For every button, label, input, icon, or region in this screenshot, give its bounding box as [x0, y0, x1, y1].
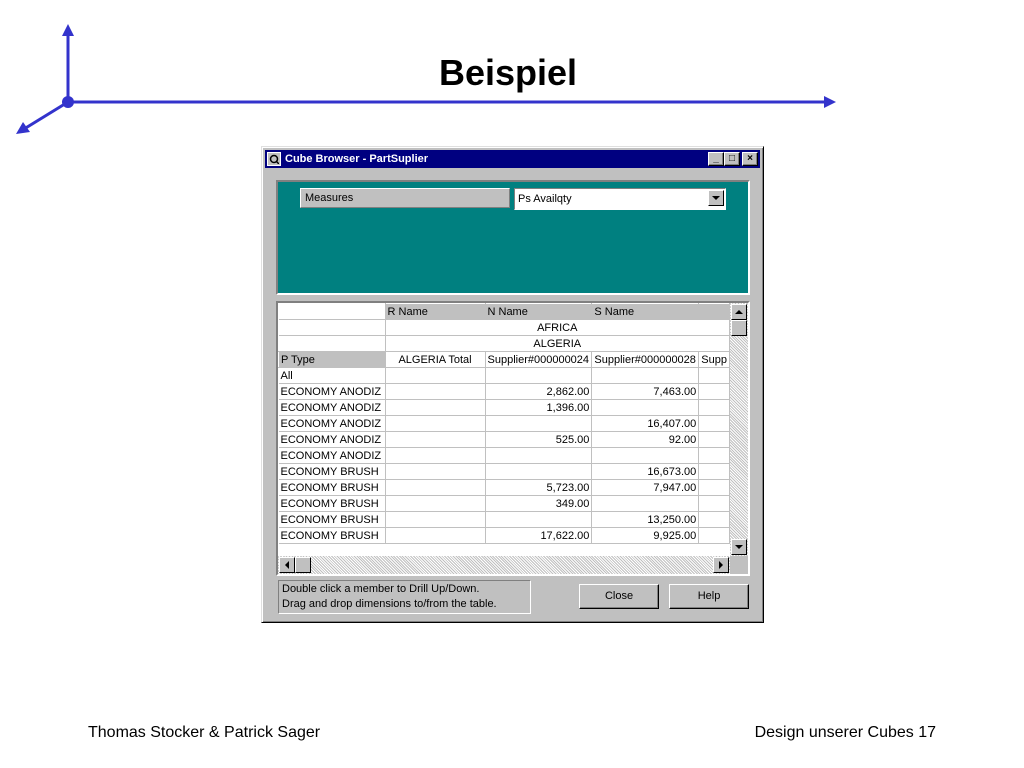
- scroll-right-button[interactable]: [713, 557, 729, 573]
- table-row: [279, 416, 730, 432]
- table-row: [279, 528, 730, 544]
- supplier-header[interactable]: Supp: [699, 352, 730, 368]
- row-member-label[interactable]: ECONOMY ANODIZ: [279, 400, 386, 416]
- cube-table[interactable]: [278, 303, 730, 544]
- value-cell[interactable]: [699, 512, 730, 528]
- value-cell[interactable]: 92.00: [592, 432, 699, 448]
- row-member-label[interactable]: ECONOMY ANODIZ: [279, 384, 386, 400]
- scroll-down-button[interactable]: [731, 539, 747, 555]
- table-row: [279, 432, 730, 448]
- value-cell[interactable]: [699, 384, 730, 400]
- value-cell[interactable]: [699, 480, 730, 496]
- depth-axis: [24, 102, 68, 129]
- table-row: [279, 496, 730, 512]
- value-cell[interactable]: [699, 448, 730, 464]
- horizontal-scroll-thumb[interactable]: [295, 557, 311, 573]
- value-cell[interactable]: [385, 368, 485, 384]
- table-row: [279, 400, 730, 416]
- vertical-axis-arrow: [62, 24, 74, 36]
- chevron-down-icon: [712, 196, 720, 200]
- value-cell[interactable]: [485, 448, 592, 464]
- value-cell[interactable]: 5,723.00: [485, 480, 592, 496]
- row-member-label[interactable]: ECONOMY BRUSH: [279, 480, 386, 496]
- value-cell[interactable]: [699, 416, 730, 432]
- value-cell[interactable]: [592, 496, 699, 512]
- close-button[interactable]: Close: [579, 584, 659, 609]
- row-member-label[interactable]: ECONOMY ANODIZ: [279, 448, 386, 464]
- col-header-n-name[interactable]: N Name: [485, 304, 592, 320]
- value-cell[interactable]: [592, 368, 699, 384]
- row-member-label[interactable]: ECONOMY BRUSH: [279, 464, 386, 480]
- scroll-up-button[interactable]: [731, 304, 747, 320]
- value-cell[interactable]: [485, 368, 592, 384]
- table-row: [279, 512, 730, 528]
- value-cell[interactable]: 16,673.00: [592, 464, 699, 480]
- value-cell[interactable]: [385, 480, 485, 496]
- value-cell[interactable]: 9,925.00: [592, 528, 699, 544]
- horizontal-axis-arrow: [824, 96, 836, 108]
- value-cell[interactable]: [699, 528, 730, 544]
- horizontal-scrollbar[interactable]: [278, 556, 730, 574]
- value-cell[interactable]: [485, 464, 592, 480]
- value-cell[interactable]: [699, 464, 730, 480]
- value-cell[interactable]: 1,396.00: [485, 400, 592, 416]
- value-cell[interactable]: 525.00: [485, 432, 592, 448]
- value-cell[interactable]: [385, 528, 485, 544]
- supplier-row: [279, 352, 730, 368]
- measures-dropdown[interactable]: [514, 188, 726, 210]
- dropdown-button[interactable]: [708, 190, 724, 206]
- value-cell[interactable]: [385, 512, 485, 528]
- arrow-up-icon: [735, 310, 743, 314]
- value-cell[interactable]: [485, 416, 592, 432]
- measures-selected-value: Ps Availqty: [518, 193, 572, 205]
- value-cell[interactable]: 17,622.00: [485, 528, 592, 544]
- help-button[interactable]: Help: [669, 584, 749, 609]
- region-member[interactable]: AFRICA: [385, 320, 729, 336]
- arrow-right-icon: [719, 561, 723, 569]
- cube-browser-icon: [267, 152, 281, 166]
- vertical-scrollbar[interactable]: [730, 303, 748, 556]
- window-titlebar[interactable]: [265, 150, 760, 168]
- row-header-p-type[interactable]: P Type: [279, 352, 386, 368]
- value-cell[interactable]: 7,463.00: [592, 384, 699, 400]
- maximize-button[interactable]: □: [724, 152, 740, 166]
- table-row: [279, 464, 730, 480]
- table-row: [279, 448, 730, 464]
- status-line-1: Double click a member to Drill Up/Down.: [282, 583, 480, 595]
- scroll-corner: [730, 556, 748, 574]
- slide-title: Beispiel: [438, 52, 578, 93]
- value-cell[interactable]: [385, 496, 485, 512]
- value-cell[interactable]: [699, 432, 730, 448]
- value-cell[interactable]: [592, 448, 699, 464]
- value-cell[interactable]: 2,862.00: [485, 384, 592, 400]
- value-cell[interactable]: 349.00: [485, 496, 592, 512]
- row-member-label[interactable]: ECONOMY ANODIZ: [279, 416, 386, 432]
- dimension-header-row: [279, 304, 730, 320]
- value-cell[interactable]: [699, 400, 730, 416]
- value-cell[interactable]: 13,250.00: [592, 512, 699, 528]
- footer-authors: Thomas Stocker & Patrick Sager: [88, 724, 321, 741]
- value-cell[interactable]: [385, 384, 485, 400]
- supplier-header[interactable]: ALGERIA Total: [385, 352, 485, 368]
- row-member-label[interactable]: ECONOMY BRUSH: [279, 528, 386, 544]
- region-row: [279, 320, 730, 336]
- value-cell[interactable]: [385, 464, 485, 480]
- arrow-down-icon: [735, 545, 743, 549]
- measures-label[interactable]: Measures: [300, 188, 510, 208]
- row-member-label[interactable]: ECONOMY BRUSH: [279, 496, 386, 512]
- value-cell[interactable]: [385, 432, 485, 448]
- close-window-button[interactable]: ×: [742, 152, 758, 166]
- value-cell[interactable]: [485, 512, 592, 528]
- dimension-panel[interactable]: [276, 180, 750, 295]
- supplier-header[interactable]: Supplier#000000028: [592, 352, 699, 368]
- window-title: Cube Browser - PartSuplier: [285, 153, 429, 165]
- axis-origin: [62, 96, 74, 108]
- nation-member[interactable]: ALGERIA: [385, 336, 729, 352]
- value-cell[interactable]: [699, 368, 730, 384]
- scroll-left-button[interactable]: [279, 557, 295, 573]
- minimize-button[interactable]: _: [708, 152, 724, 166]
- value-cell[interactable]: 7,947.00: [592, 480, 699, 496]
- footer-page: Design unserer Cubes 17: [754, 724, 936, 741]
- value-cell[interactable]: [592, 400, 699, 416]
- value-cell[interactable]: [385, 400, 485, 416]
- cube-grid[interactable]: [276, 301, 750, 576]
- row-member-label[interactable]: ECONOMY ANODIZ: [279, 432, 386, 448]
- table-row: [279, 480, 730, 496]
- col-header-s-name[interactable]: S Name: [592, 304, 699, 320]
- nation-row: [279, 336, 730, 352]
- row-member-label[interactable]: All: [279, 368, 386, 384]
- row-member-label[interactable]: ECONOMY BRUSH: [279, 512, 386, 528]
- cube-browser-window: [261, 146, 764, 623]
- arrow-left-icon: [285, 561, 289, 569]
- value-cell[interactable]: 16,407.00: [592, 416, 699, 432]
- status-line-2: Drag and drop dimensions to/from the table.: [282, 598, 497, 610]
- status-hint: [278, 580, 531, 614]
- vertical-scroll-thumb[interactable]: [731, 320, 747, 336]
- supplier-header[interactable]: Supplier#000000024: [485, 352, 592, 368]
- value-cell[interactable]: [385, 448, 485, 464]
- table-row: [279, 384, 730, 400]
- value-cell[interactable]: [385, 416, 485, 432]
- value-cell[interactable]: [699, 496, 730, 512]
- table-row: [279, 368, 730, 384]
- col-header-r-name[interactable]: R Name: [385, 304, 485, 320]
